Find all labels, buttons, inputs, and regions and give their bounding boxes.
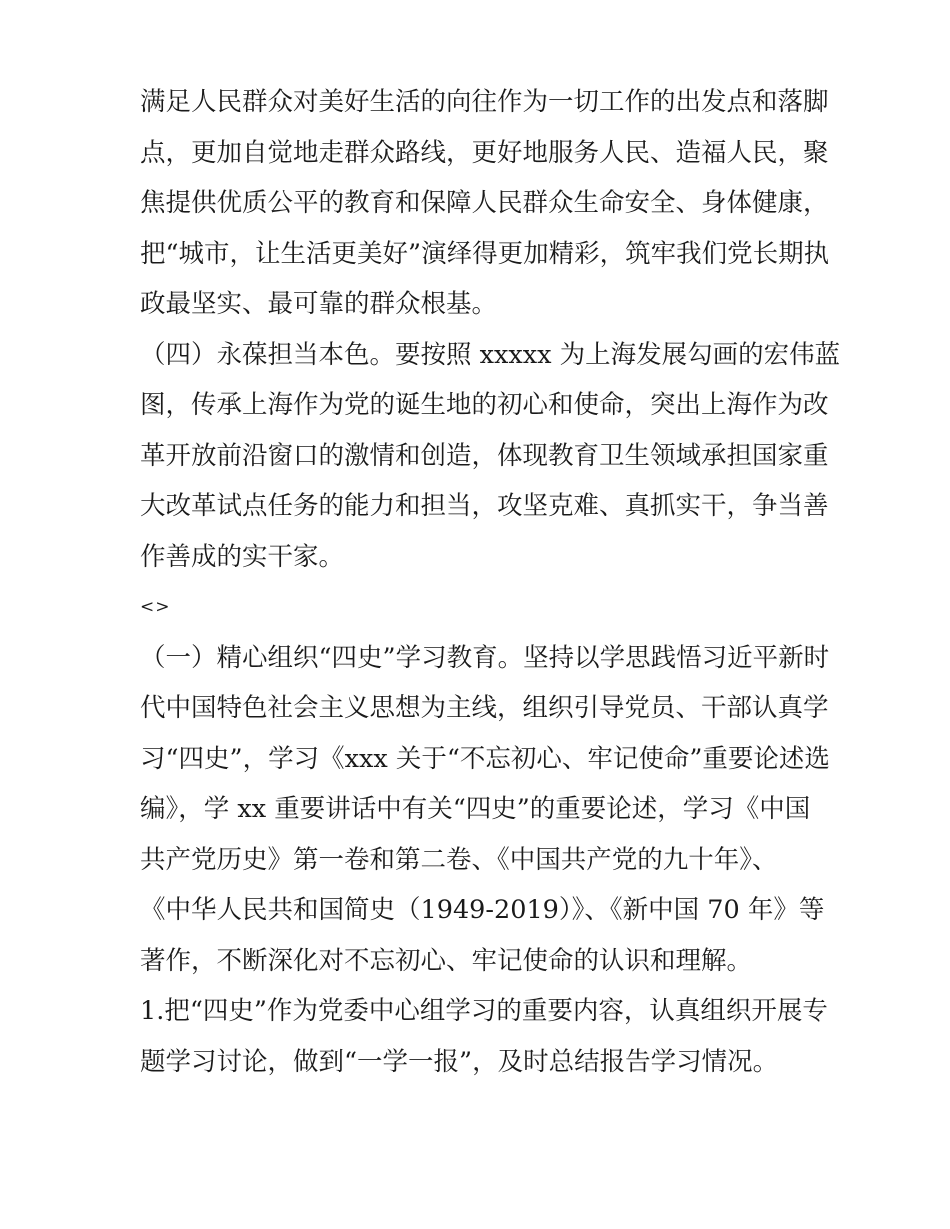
text-line: 大改革试点任务的能力和担当，攻坚克难、真抓实干，争当善 <box>140 491 829 521</box>
text-line: （四）永葆担当本色。要按照 xxxxx 为上海发展勾画的宏伟蓝 <box>140 339 841 370</box>
text-line: 习“四史”，学习《xxx 关于“不忘初心、牢记使命”重要论述选 <box>140 743 830 774</box>
text-line: 共产党历史》第一卷和第二卷、《中国共产党的九十年》、 <box>140 844 778 875</box>
text-line: 作善成的实干家。 <box>140 541 345 572</box>
text-line: （一）精心组织“四史”学习教育。坚持以学思践悟习近平新时 <box>140 642 830 673</box>
text-line: 《中华人民共和国简史（1949-2019）》、《新中国 70 年》等 <box>140 895 825 925</box>
text-line: 点，更加自觉地走群众路线，更好地服务人民、造福人民，聚 <box>140 137 829 168</box>
text-line: 把“城市，让生活更美好”演绎得更加精彩，筑牢我们党长期执 <box>140 238 830 269</box>
placeholder-marker: <> <box>140 597 171 617</box>
text-line: 焦提供优质公平的教育和保障人民群众生命安全、身体健康， <box>140 188 829 218</box>
text-line: 题学习讨论，做到“一学一报”，及时总结报告学习情况。 <box>140 1046 779 1077</box>
text-line: 著作，不断深化对不忘初心、牢记使命的认识和理解。 <box>140 945 753 976</box>
text-line: 图，传承上海作为党的诞生地的初心和使命，突出上海作为改 <box>140 390 829 420</box>
text-line: 政最坚实、最可靠的群众根基。 <box>140 289 498 319</box>
text-line: 编》，学 xx 重要讲话中有关“四史”的重要论述，学习《中国 <box>140 794 811 824</box>
document-body <box>140 77 841 1087</box>
text-line: 代中国特色社会主义思想为主线，组织引导党员、干部认真学 <box>140 693 829 723</box>
text-line: 满足人民群众对美好生活的向往作为一切工作的出发点和落脚 <box>140 87 829 117</box>
text-line: 革开放前沿窗口的激情和创造，体现教育卫生领域承担国家重 <box>140 440 829 471</box>
text-line: 1.把“四史”作为党委中心组学习的重要内容，认真组织开展专 <box>140 996 828 1026</box>
